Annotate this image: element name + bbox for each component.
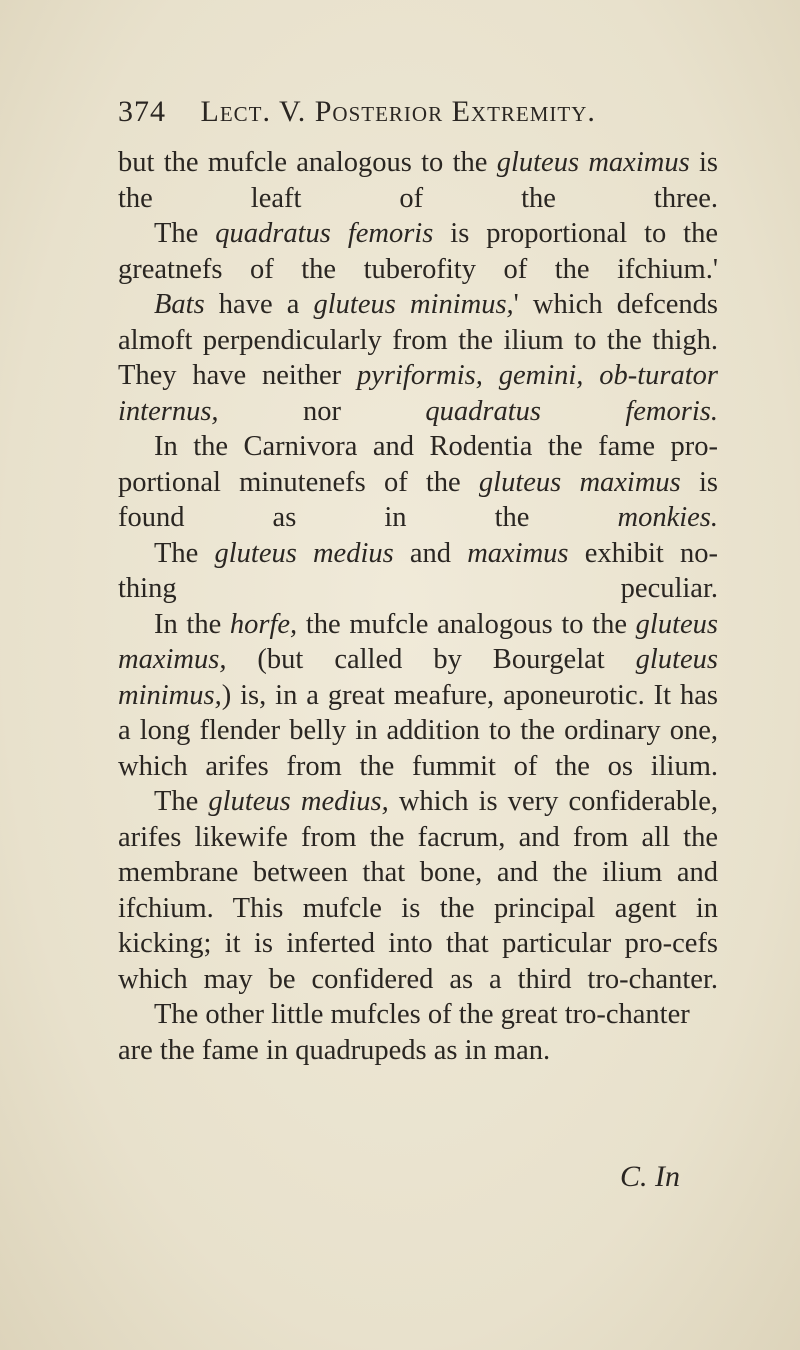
italic-term: gluteus maximus xyxy=(496,147,690,178)
body-text xyxy=(118,145,718,1068)
italic-term: maximus xyxy=(467,537,569,569)
text-run: In the xyxy=(154,608,230,640)
text-run: and xyxy=(393,537,468,569)
paragraph xyxy=(118,429,718,536)
text-run: have a xyxy=(204,289,314,320)
text-run: (but called by Bourgelat xyxy=(226,644,636,675)
italic-term: pyriformis, gemini, ob-turator internus, xyxy=(118,360,719,427)
paragraph xyxy=(118,607,718,785)
text-run: but the mufcle analogous to the xyxy=(118,147,497,178)
text-run: The other little mufcles of the great tro-chanter are the fame in quadrupeds as in man. xyxy=(118,999,690,1066)
italic-term: Bats xyxy=(154,289,205,320)
running-header xyxy=(118,95,678,129)
paragraph xyxy=(118,784,718,997)
italic-term: monkies. xyxy=(617,502,718,533)
text-run: exhibit no-thing peculiar. xyxy=(118,537,718,604)
italic-term: gluteus medius xyxy=(214,537,394,569)
page-number: 374 xyxy=(118,95,166,128)
paragraph xyxy=(118,536,718,607)
italic-term: horfe, xyxy=(229,608,298,640)
paragraph xyxy=(118,216,718,287)
text-run: The xyxy=(154,786,209,817)
paragraph xyxy=(118,997,718,1068)
text-run: ) is, in a great meafure, aponeurotic. It has a long flender belly in addition to the ordinary one, which arifes from the fummit of the os ilium. xyxy=(118,679,718,782)
text-run: the mufcle analogous to the xyxy=(297,608,636,640)
text-run: is found as in the xyxy=(118,466,718,533)
italic-term: gluteus maximus, xyxy=(118,608,718,675)
text-run: ' which defcends almoft perpendicularly from the ilium to the thigh. They have neither xyxy=(118,289,718,391)
italic-term: gluteus minimus, xyxy=(313,289,514,320)
text-run: is proportional to the greatnefs of the tuberofity of the ifchium.' xyxy=(118,218,719,285)
text-run: In the Carnivora and Rodentia the fame pro-portional minutenefs of the xyxy=(118,431,718,498)
paragraph xyxy=(118,287,718,429)
text-run: nor xyxy=(218,395,426,427)
catchword: C. In xyxy=(620,1160,680,1193)
text-run: The xyxy=(154,537,215,569)
italic-term: quadratus femoris. xyxy=(425,395,718,427)
paragraph xyxy=(118,145,718,216)
italic-term: gluteus minimus, xyxy=(118,644,718,711)
running-title: Lect. V. Posterior Extremity. xyxy=(200,95,596,128)
text-run: is the leaft of the three. xyxy=(118,147,718,214)
italic-term: quadratus femoris xyxy=(215,218,434,249)
text-run: The xyxy=(154,218,216,249)
italic-term: gluteus maximus xyxy=(478,466,681,498)
italic-term: gluteus medius, xyxy=(208,786,389,817)
text-run: which is very confiderable, arifes likewife from the facrum, and from all the membrane between that bone, and the ilium and ifchium. This mufcle is the principal agent in kicking; it is inferted into that particular pro-cefs which may be confidered as a third tro-chanter. xyxy=(118,786,719,995)
